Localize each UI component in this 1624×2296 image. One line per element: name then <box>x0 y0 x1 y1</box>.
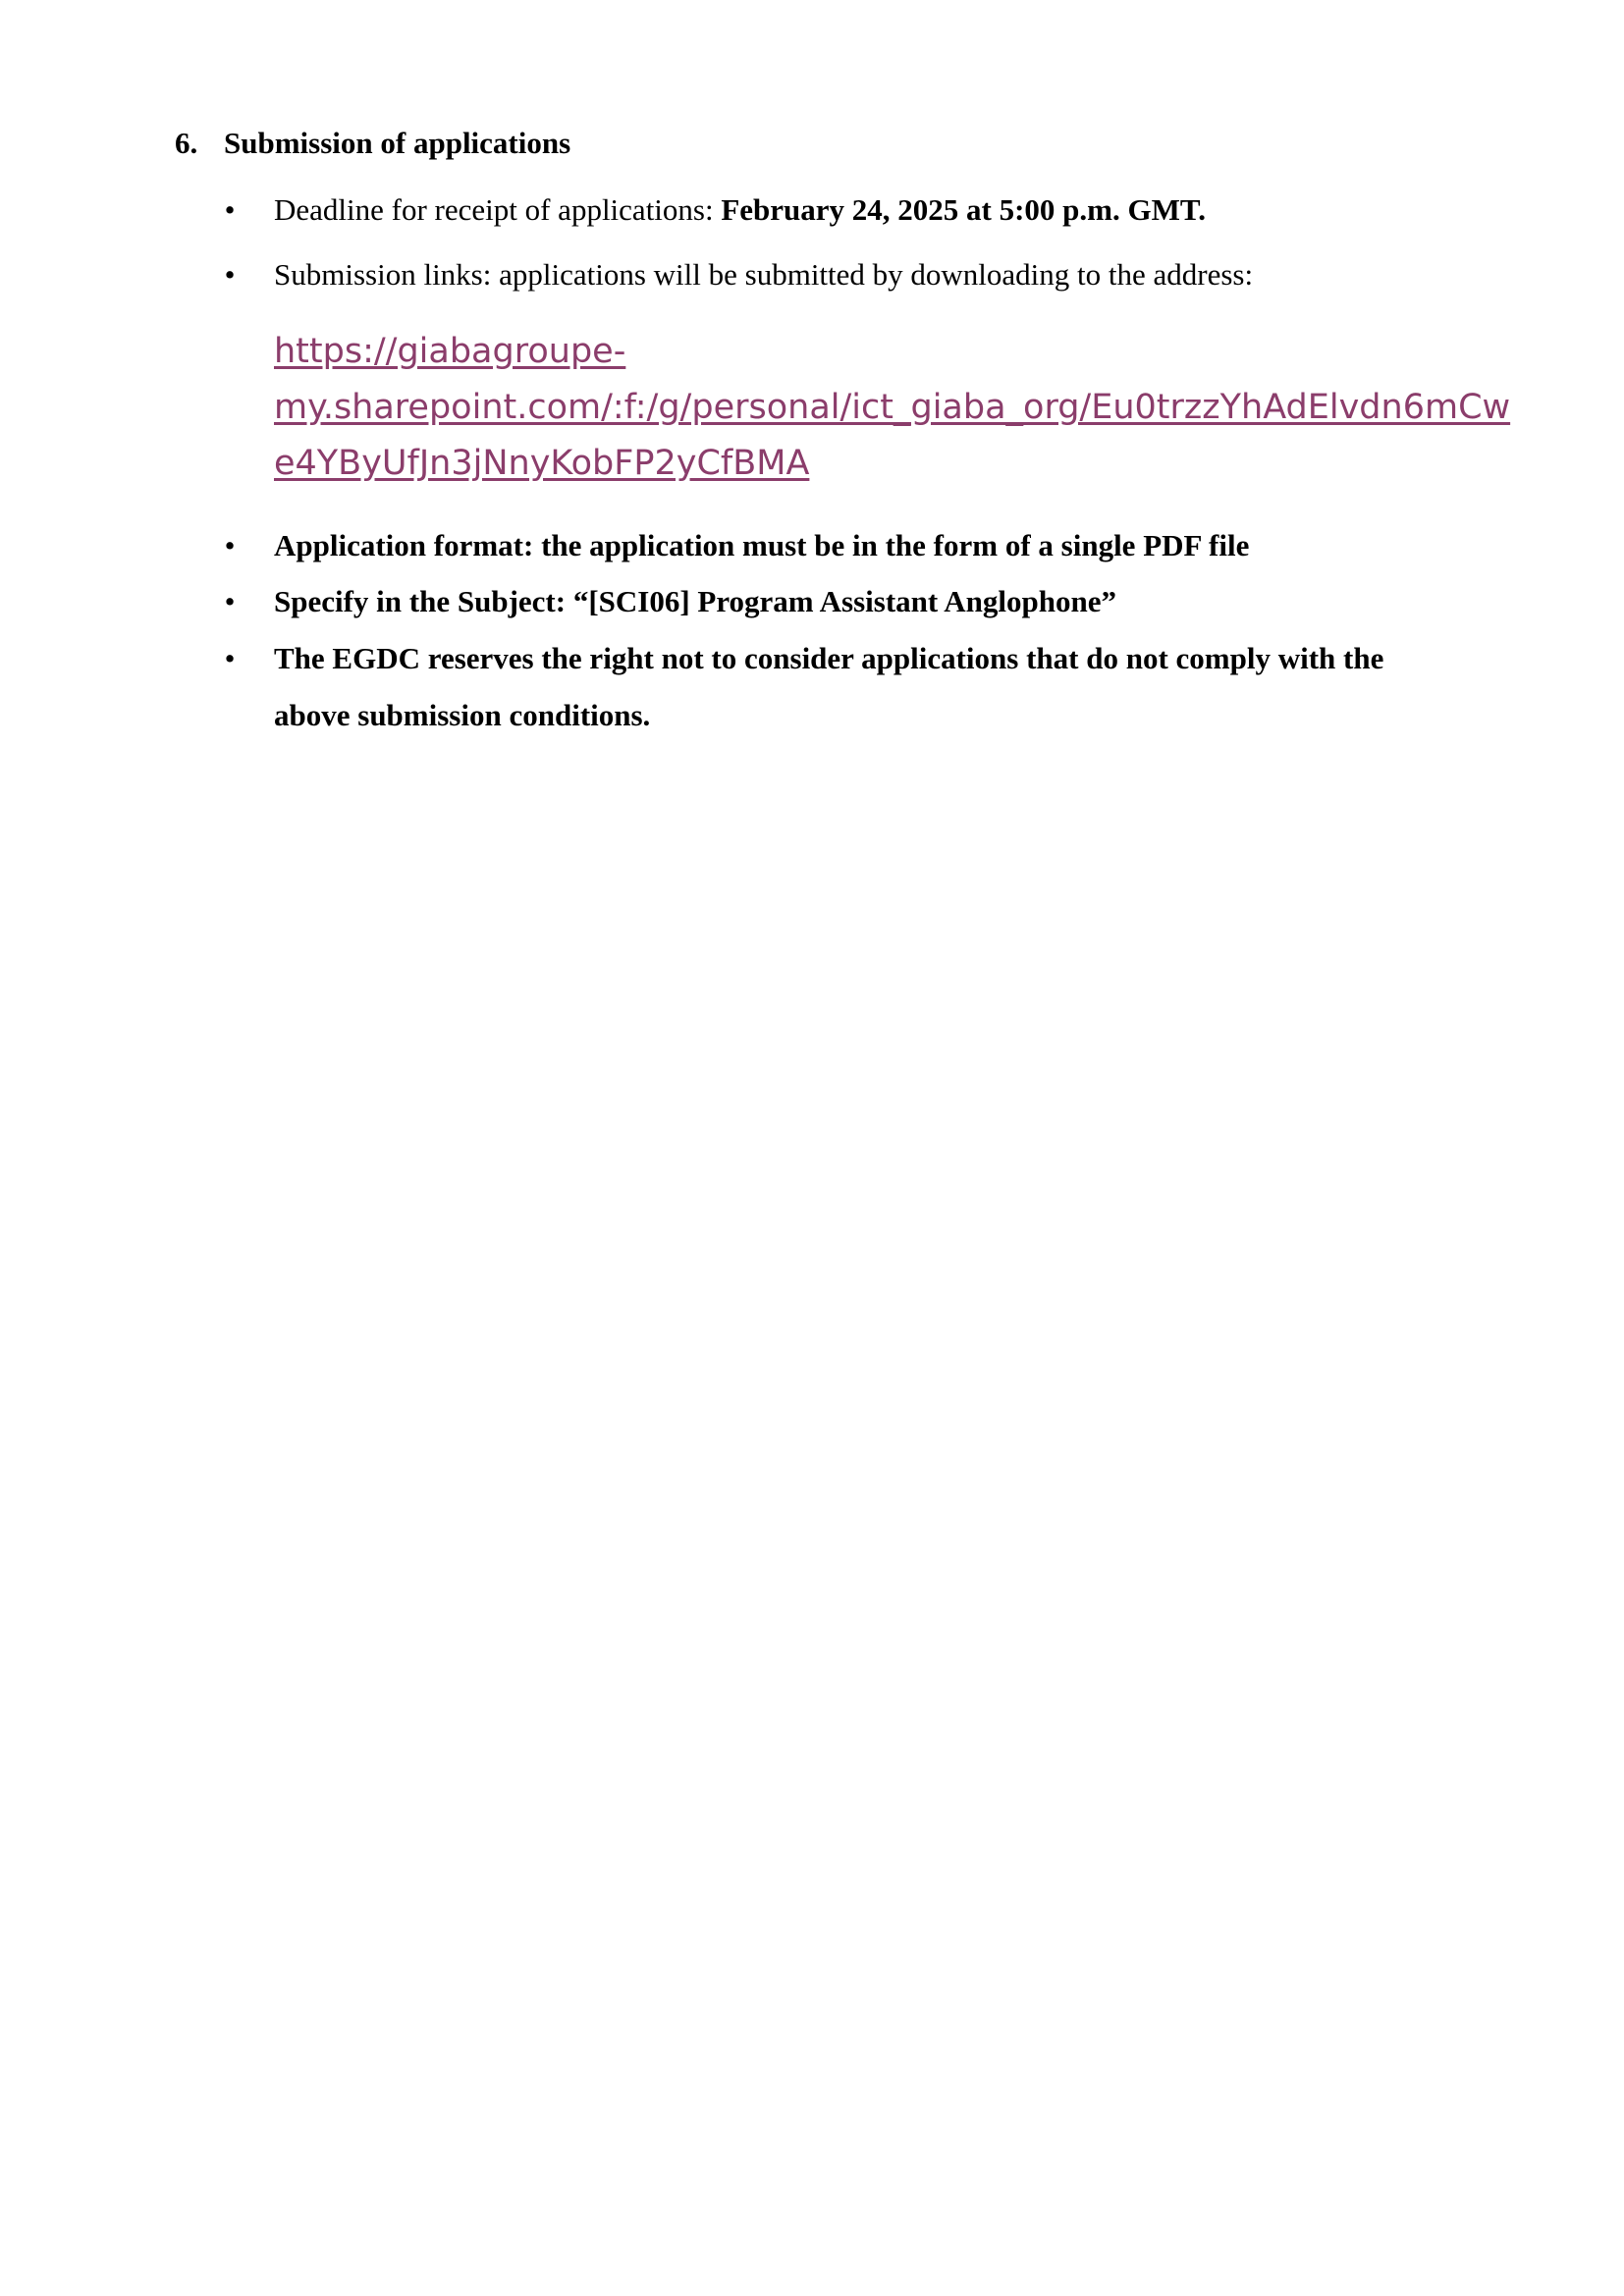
bullet-icon: • <box>224 584 236 618</box>
reserve-text-line-1: The EGDC reserves the right not to consider applications that do not comply with the <box>274 641 1384 675</box>
section-title: Submission of applications <box>224 126 571 160</box>
bullet-icon: • <box>224 257 236 292</box>
bullet-icon: • <box>224 528 236 562</box>
reserve-text-line-2: above submission conditions. <box>274 698 651 732</box>
bullet-icon: • <box>224 641 236 675</box>
submission-link[interactable] <box>274 324 1511 492</box>
submission-link-line-2: my.sharepoint.com/:f:/g/personal/ict_giaba_org/Eu0trzzYhAdElvdn6mCw <box>274 388 1511 427</box>
bullet-icon: • <box>224 192 236 227</box>
format-text: Application format: the application must be in the form of a single PDF file <box>274 528 1250 562</box>
submission-link-block <box>274 324 1511 492</box>
section-heading <box>175 124 570 163</box>
deadline-value: February 24, 2025 at 5:00 p.m. GMT. <box>721 192 1206 227</box>
deadline-text <box>274 190 1206 230</box>
subject-text: Specify in the Subject: “[SCI06] Program Assistant Anglophone” <box>274 584 1117 618</box>
deadline-label: Deadline for receipt of applications: <box>274 192 722 227</box>
submission-links-label: Submission links: applications will be submitted by downloading to the address: <box>274 257 1254 292</box>
section-number: 6. <box>175 126 198 160</box>
submission-link-line-3: e4YByUfJn3jNnyKobFP2yCfBMA <box>274 444 810 483</box>
submission-link-line-1: https://giabagroupe- <box>274 332 626 371</box>
